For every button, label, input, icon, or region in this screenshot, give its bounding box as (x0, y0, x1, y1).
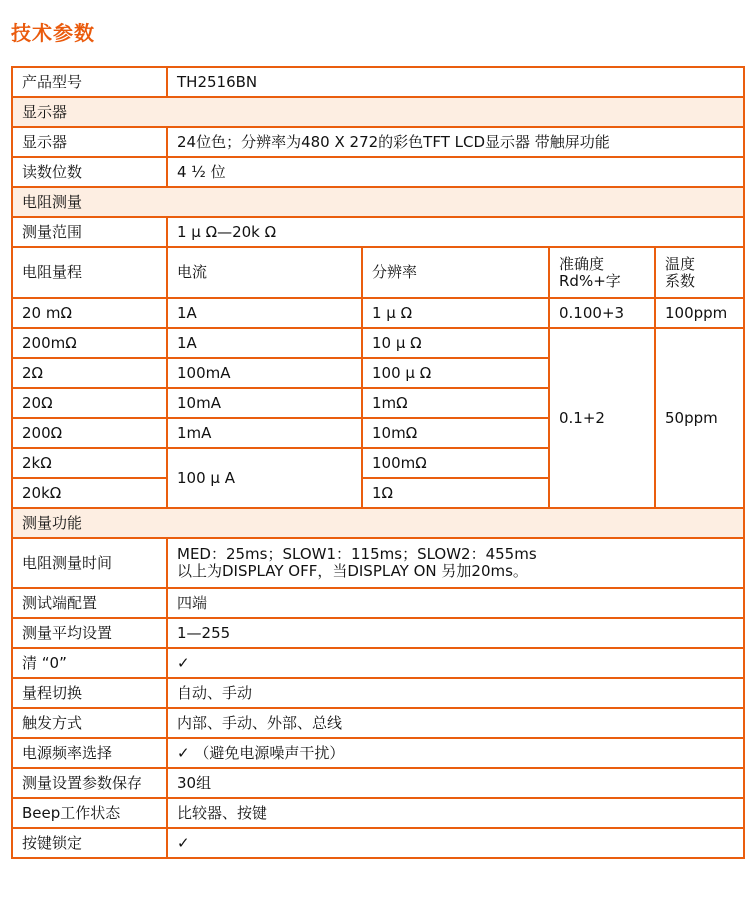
table-row (12, 678, 744, 708)
section-display: 显示器 (12, 97, 744, 127)
page-title: 技术参数 (11, 21, 95, 45)
spec-table-upper (11, 66, 745, 859)
cell-resolution: 10mΩ (362, 418, 549, 448)
func-label: Beep工作状态 (12, 798, 167, 828)
func-label: 按键锁定 (12, 828, 167, 858)
cell-range: 2kΩ (12, 448, 167, 478)
cell-resolution: 100 μ Ω (362, 358, 549, 388)
cell-current: 10mA (167, 388, 362, 418)
cell-range: 200mΩ (12, 328, 167, 358)
cell-current: 1mA (167, 418, 362, 448)
model-label: 产品型号 (12, 67, 167, 97)
func-value: 四端 (167, 588, 744, 618)
table-row (12, 738, 744, 768)
cell-current: 1A (167, 298, 362, 328)
display-label: 显示器 (12, 127, 167, 157)
table-row (12, 127, 744, 157)
digits-value: 4 ½ 位 (167, 157, 744, 187)
cell-range: 200Ω (12, 418, 167, 448)
header-accuracy-line1: 准确度 (559, 254, 605, 273)
table-row (12, 648, 744, 678)
func-value (167, 538, 744, 588)
table-row (12, 157, 744, 187)
range-value: 1 μ Ω—20k Ω (167, 217, 744, 247)
table-row (12, 538, 744, 588)
func-value: 比较器、按键 (167, 798, 744, 828)
func-label: 量程切换 (12, 678, 167, 708)
section-row (12, 187, 744, 217)
table-row (12, 217, 744, 247)
func-value-line1: MED：25ms；SLOW1：115ms；SLOW2：455ms (177, 545, 537, 563)
table-row (12, 298, 744, 328)
header-range: 电阻量程 (12, 247, 167, 298)
header-temp (655, 247, 744, 298)
func-value: 内部、手动、外部、总线 (167, 708, 744, 738)
table-row (12, 828, 744, 858)
section-row (12, 508, 744, 538)
func-value: ✓ （避免电源噪声干扰） (167, 738, 744, 768)
section-row (12, 97, 744, 127)
cell-range: 20Ω (12, 388, 167, 418)
cell-current: 100mA (167, 358, 362, 388)
cell-current: 1A (167, 328, 362, 358)
table-row (12, 67, 744, 97)
func-value: 1—255 (167, 618, 744, 648)
func-value: ✓ (167, 648, 744, 678)
cell-resolution: 1 μ Ω (362, 298, 549, 328)
cell-temp-group: 50ppm (655, 328, 744, 508)
cell-resolution: 10 μ Ω (362, 328, 549, 358)
table-row (12, 588, 744, 618)
section-resistance: 电阻测量 (12, 187, 744, 217)
header-resolution: 分辨率 (362, 247, 549, 298)
table-row (12, 708, 744, 738)
digits-label: 读数位数 (12, 157, 167, 187)
table-row (12, 798, 744, 828)
func-value-line2: 以上为DISPLAY OFF，当DISPLAY ON 另加20ms。 (177, 562, 528, 580)
header-accuracy-line2: Rd%+字 (559, 271, 621, 290)
cell-resolution: 1mΩ (362, 388, 549, 418)
cell-range: 20kΩ (12, 478, 167, 508)
cell-range: 2Ω (12, 358, 167, 388)
cell-accuracy: 0.100+3 (549, 298, 655, 328)
func-label: 触发方式 (12, 708, 167, 738)
func-label: 测量平均设置 (12, 618, 167, 648)
func-value: 30组 (167, 768, 744, 798)
display-value: 24位色；分辨率为480 X 272的彩色TFT LCD显示器 带触屏功能 (167, 127, 744, 157)
section-functions: 测量功能 (12, 508, 744, 538)
func-label: 测量设置参数保存 (12, 768, 167, 798)
header-row (12, 247, 744, 298)
table-row (12, 768, 744, 798)
header-temp-line2: 系数 (665, 271, 696, 290)
header-accuracy (549, 247, 655, 298)
cell-resolution: 1Ω (362, 478, 549, 508)
cell-range: 20 mΩ (12, 298, 167, 328)
cell-current: 100 μ A (167, 448, 362, 508)
range-label: 测量范围 (12, 217, 167, 247)
func-label: 清 “0” (12, 648, 167, 678)
cell-temp: 100ppm (655, 298, 744, 328)
table-row (12, 618, 744, 648)
func-label: 电源频率选择 (12, 738, 167, 768)
header-temp-line1: 温度 (665, 254, 696, 273)
func-value: ✓ (167, 828, 744, 858)
func-label: 电阻测量时间 (12, 538, 167, 588)
cell-resolution: 100mΩ (362, 448, 549, 478)
header-current: 电流 (167, 247, 362, 298)
func-value: 自动、手动 (167, 678, 744, 708)
cell-accuracy-group: 0.1+2 (549, 328, 655, 508)
func-label: 测试端配置 (12, 588, 167, 618)
table-row (12, 328, 744, 358)
model-value: TH2516BN (167, 67, 744, 97)
